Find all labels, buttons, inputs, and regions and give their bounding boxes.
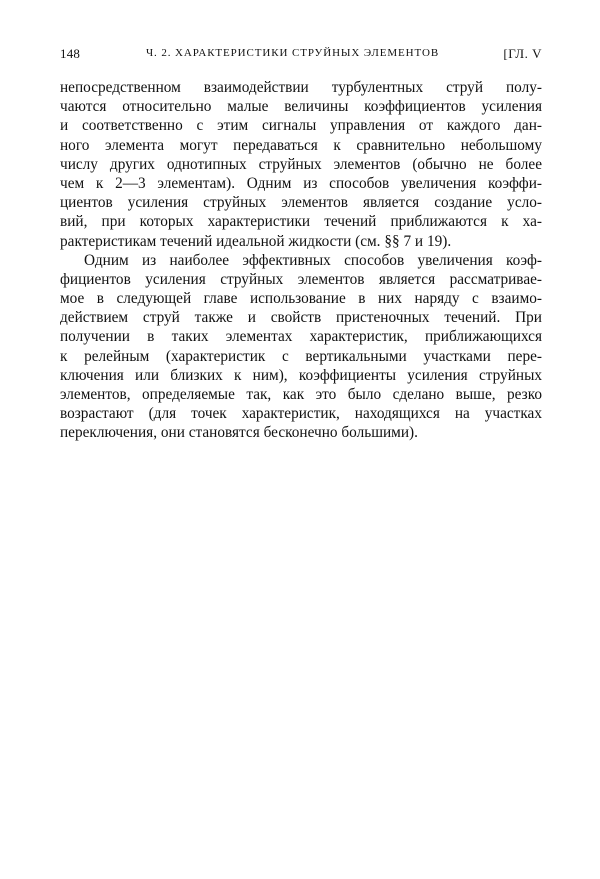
- text-line: получении в таких элементах характеристик, приближающихся: [60, 328, 542, 346]
- text-line: переключения, они становятся бесконечно большими).: [60, 424, 418, 442]
- text-line: ключения или близких к ним), коэффициенты усиления струйных: [60, 366, 542, 384]
- text-line: циентов усиления струйных элементов является создание усло-: [60, 194, 542, 212]
- text-line: непосредственном взаимодействии турбулентных струй полу-: [60, 79, 542, 96]
- text-line: рактеристикам течений идеальной жидкости (см. §§ 7 и 19).: [60, 232, 452, 250]
- text-line: ного элемента могут передаваться к сравнительно небольшому: [60, 136, 542, 154]
- text-line: элементов, определяемые так, как это было сделано выше, резко: [60, 386, 542, 403]
- section-reference: [ГЛ. V: [503, 46, 542, 61]
- paragraph: [60, 78, 542, 251]
- running-head: [60, 46, 542, 68]
- text-line: числу других однотипных струйных элементов (обычно не более: [60, 155, 542, 173]
- body-text: [60, 78, 542, 443]
- book-page: [60, 46, 542, 443]
- text-line: к релейным (характеристик с вертикальными участками пере-: [60, 347, 542, 365]
- text-line: чаются относительно малые величины коэффициентов усиления: [60, 98, 542, 116]
- chapter-title: Ч. 2. ХАРАКТЕРИСТИКИ СТРУЙНЫХ ЭЛЕМЕНТОВ: [146, 47, 440, 59]
- text-line: чем к 2—3 элементам). Одним из способов увеличения коэффи-: [60, 174, 542, 192]
- text-line: возрастают (для точек характеристик, находящихся на участках: [60, 405, 542, 423]
- text-line: действием струй также и свойств пристеночных течений. При: [60, 309, 542, 327]
- text-line: вий, при которых характеристики течений приближаются к ха-: [60, 213, 542, 231]
- text-line: мое в следующей главе использование в них наряду с взаимо-: [60, 290, 542, 308]
- paragraph: [60, 251, 542, 443]
- text-line: и соответственно с этим сигналы управления от каждого дан-: [60, 117, 542, 135]
- text-line: Одним из наиболее эффективных способов увеличения коэф-: [84, 251, 542, 269]
- page-number: 148: [60, 46, 81, 61]
- text-line: фициентов усиления струйных элементов является рассматривае-: [60, 270, 542, 288]
